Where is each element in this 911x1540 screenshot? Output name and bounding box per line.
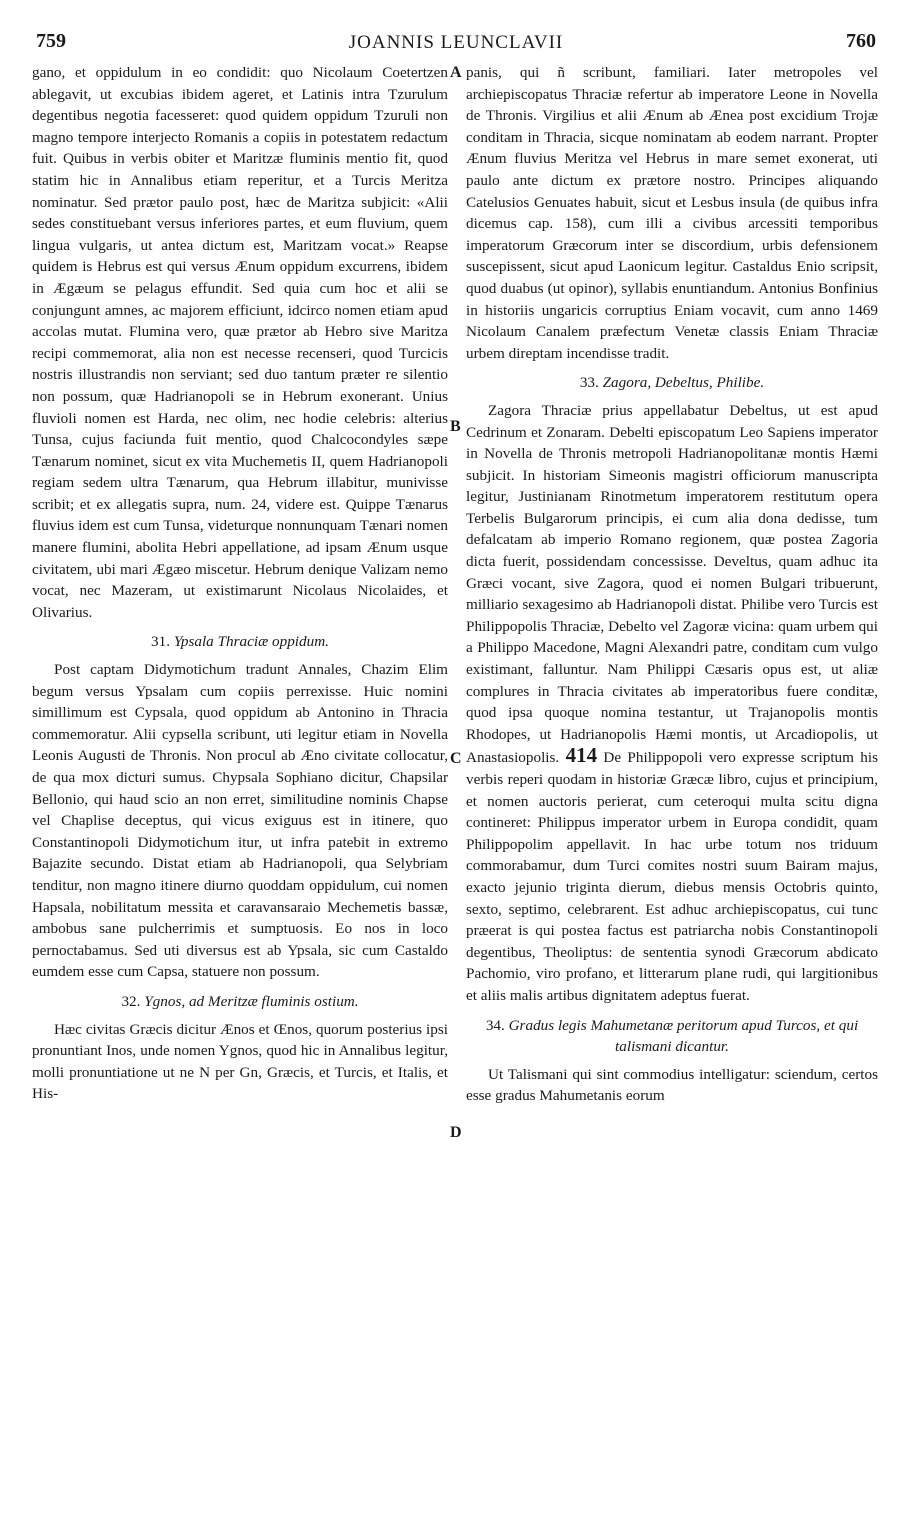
section-number: 33. — [579, 374, 599, 392]
margin-marker-b: B — [450, 418, 461, 435]
section-heading-34 — [466, 1015, 878, 1058]
margin-marker-c: C — [450, 750, 462, 767]
left-paragraph-3: Hæc civitas Græcis dicitur Ænos et Œnos, quorum posterius ipsi pronuntiant Inos, unde nomen Ygnos, quod hic in Annalibus legitur, molli pronuntiatione ut ne N per Gn, Græcis, et Turcis, et Italis, et His- — [32, 1020, 448, 1103]
section-heading-33 — [466, 372, 878, 394]
section-title: Gradus legis Mahumetanæ peritorum apud Turcos, et qui talismani dicantur. — [508, 1016, 859, 1056]
margin-marker-d: D — [450, 1124, 462, 1141]
section-number: 31. — [151, 633, 171, 651]
left-column — [32, 62, 448, 1105]
page-header — [36, 30, 876, 56]
right-column — [466, 62, 878, 1107]
section-title: Ygnos, ad Meritzæ fluminis ostium. — [144, 992, 359, 1010]
page-number-right: 760 — [846, 30, 876, 52]
right-paragraph-3: Ut Talismani qui sint commodius intelligatur: sciendum, certos esse gradus Mahumetanis eorum — [466, 1065, 878, 1105]
section-heading-31 — [32, 631, 448, 653]
section-number: 32. — [121, 992, 141, 1010]
section-title: Ypsala Thraciæ oppidum. — [173, 633, 329, 651]
section-number: 34. — [485, 1016, 505, 1034]
right-paragraph-2b: De Philippopoli vero expresse scriptum his verbis reperi quodam in historiæ Græcæ libro, cujus et principium, et nomen auctoris perierat, cum ceteroqui multa scitu digna contineret: Philippus imperator urbem in Europa condidit, quam Philippopolim appellavit. In hac urbe totum nos triduum commorabamur, dum Turci comites nostri suum Bairam majus, exacto jejunio triginta dierum, diebus mensis Octobris quinto, sexto, septimo, celebrarent. Est adhuc archiepiscopatus, cui tunc præerat is qui postea factus est patriarcha nobis Constantinopoli degentibus, Theoliptus: de sententia synodi Græcorum abdicato Pachomio, viro profano, et litterarum plane rudi, qui largitionibus et aliis malis artibus dignitatem adeptus fuerat. — [466, 749, 878, 1004]
right-paragraph-2a: Zagora Thraciæ prius appellabatur Debeltus, ut est apud Cedrinum et Zonaram. Debelti episcopatum Leo Sapiens imperator in Novella de Thronis metropoli Hadrianopolitanæ montis Hæmi subjicit. In historiam Simeonis magistri officiorum manuscripta legitur, Justinianam Rinotmetum imperatorem restitutum opera Terbelis Bulgarorum principis, ei cum alia dona dedisse, tum defalcatam ab imperio Romano regionem, quæ postea Zagoria dicta fuerit, possidendam concessisse. Develtus, quam adhuc ita Græci vocant, sive Zagora, quod ei nomen Bulgari tribuerunt, milliario sexagesimo ab Hadrianopoli distat. Philibe vero Turcis est Philippopolis Thraciæ, Debelto vel Zagoræ vicina: quam urbem qui a Philippo Macedone, Magni Alexandri patre, conditam cum vulgo existimant, falluntur. Nam Philippi Cæsaris opus est, ut aliæ complures in Thracia civitates ab imperatoribus fuere conditæ, quod ipsa quoque nomina testantur, ut Trajanopolis montis Rhodopes, ut Hadrianopolis Hæmi montis, ut Arcadiopolis, ut Anastasiopolis. — [466, 401, 878, 767]
right-paragraph-2 — [466, 400, 878, 1007]
left-paragraph-1: gano, et oppidulum in eo condidit: quo Nicolaum Coetertzen ablegavit, ut excubias ibidem ageret, et Latinis intra Tzurulum degentibus negotia facesseret: quod quidem oppidum Tzuruli non magno tempore interjecto Romanis a copiis in potestatem redactum fuit. Quibus in verbis obiter et Maritzæ fluminis mentio fit, quod statim hic in Annalibus etiam reperitur, et a Turcis Meritza nominatur. Sed prætor paulo post, hæc de Maritza subjicit: «Alii sedes constituebant versus inferiores partes, et eum fluvium, quem lingua vulgaris, ut antea dictum est, Maritzam vocat.» Reapse quidem is Hebrus est qui versus Ænum oppidum excurrens, ibidem in Ægæum se pelagus effundit. Sed quia cum hoc et alii se conjungunt amnes, ac majorem efficiunt, idcirco nomen etiam apud accolas mutat. Flumina vero, quæ prætor ab Hebro sive Maritza recipi commemorat, alia non est necesse recenseri, quod Turcicis nostris illustrandis non serviant; sed duo tantum præter re silentio non possum, quæ Hadrianopoli se in Hebrum exonerant. Unius fluvioli nomen est Harda, nec olim, nec hodie celebris: alterius Tunsa, cujus faciunda fuit mentio, quod Chalcocondyles sæpe Tænarum nominet, sicut ex vita Muchemetis II, quem Hadrianopoli regiam sedem ultra Tænarum, qua Hebrum illabitur, munivisse scribit; et ex allegatis supra, num. 24, videre est. Quippe Tænarus fluvius idem est cum Tunsa, videturque nonnunquam Tænari nomen manere flumini, abolita Hebri appellatione, ad ipsam Ænum usque civitatem, ubi mari Ægæo miscetur. Hebrum denique Valizam nemo vocat, nec Mazeram, ut existimarunt Nicolaus Nicolaides, et Olivarius. — [32, 64, 448, 621]
left-paragraph-2: Post captam Didymotichum tradunt Annales, Chazim Elim begum versus Ypsalam cum copiis perrexisse. Huic nomini simillimum est Cypsala, quod oppidum ab Antonino in Thracia commemoratur. Alii cypsella scribunt, uti legitur etiam in Novella Leonis Augusti de Thronis. Non procul ab Æno civitate collocatur, de qua mox dicturi sumus. Chypsala Sophiano dicitur, Chapsilar Bellonio, qui haud scio an non erret, similitudine nominis Chapse vel Chaplise deceptus, qui vicus exiguus est in itinere, quo Constantinopoli Didymotichum itur, ut infra patebit in extremo Bajazite secundo. Distat etiam ab Hadrianopoli, qua Selybriam tenditur, non magno itinere diurno quoddam oppidulum, cui nomen Hapsala, nobilitatum messita et caravansaraio Mechemetis bassæ, ambobus sane pulcherrimis et sumptuosis. Eo nos in loco pernoctabamus. Sed uti diversus est ab Ypsala, sic cum Castaldo eumdem esse cum Capsa, statuere non possum. — [32, 661, 448, 981]
margin-marker-a: A — [450, 64, 462, 81]
section-title: Zagora, Debeltus, Philibe. — [602, 374, 765, 392]
page-number-left: 759 — [36, 30, 66, 52]
marginal-page-number: 414 — [565, 743, 598, 768]
section-heading-32 — [32, 991, 448, 1013]
right-paragraph-1: panis, qui ñ scribunt, familiari. Iater metropoles vel archiepiscopatus Thraciæ refertur ab imperatore Leone in Novella de Thronis. Virgilius et alii Ænum ab Ænea post excidium Trojæ conditam in Thracia, sicque nominatam ab eodem narrant. Propter Ænum fluvius Meritza vel Hebrus in mare semet exonerat, uti paulo ante dictum ex prætore nostro. Principes aliquando Catelusios Genuates habuit, sicut et Lesbus insula (de quibus infra dicemus cap. 158), cum illi a civibus arcessiti temporibus imperatorum Græcorum inter se discordium, urbis defensionem suscepissent, sicut apud Laonicum legitur. Castaldus Enio scripsit, quod duabus (ut opinor), syllabis enuntiandum. Antonius Bonfinius in historiis ungaricis corruptius Eniam vocavit, cum anno 1469 Nicolaum Canalem præfectum Venetæ classis Eniam Thraciæ urbem direptam incendisse tradit. — [466, 64, 878, 362]
running-title: JOANNIS LEUNCLAVII — [348, 32, 564, 53]
